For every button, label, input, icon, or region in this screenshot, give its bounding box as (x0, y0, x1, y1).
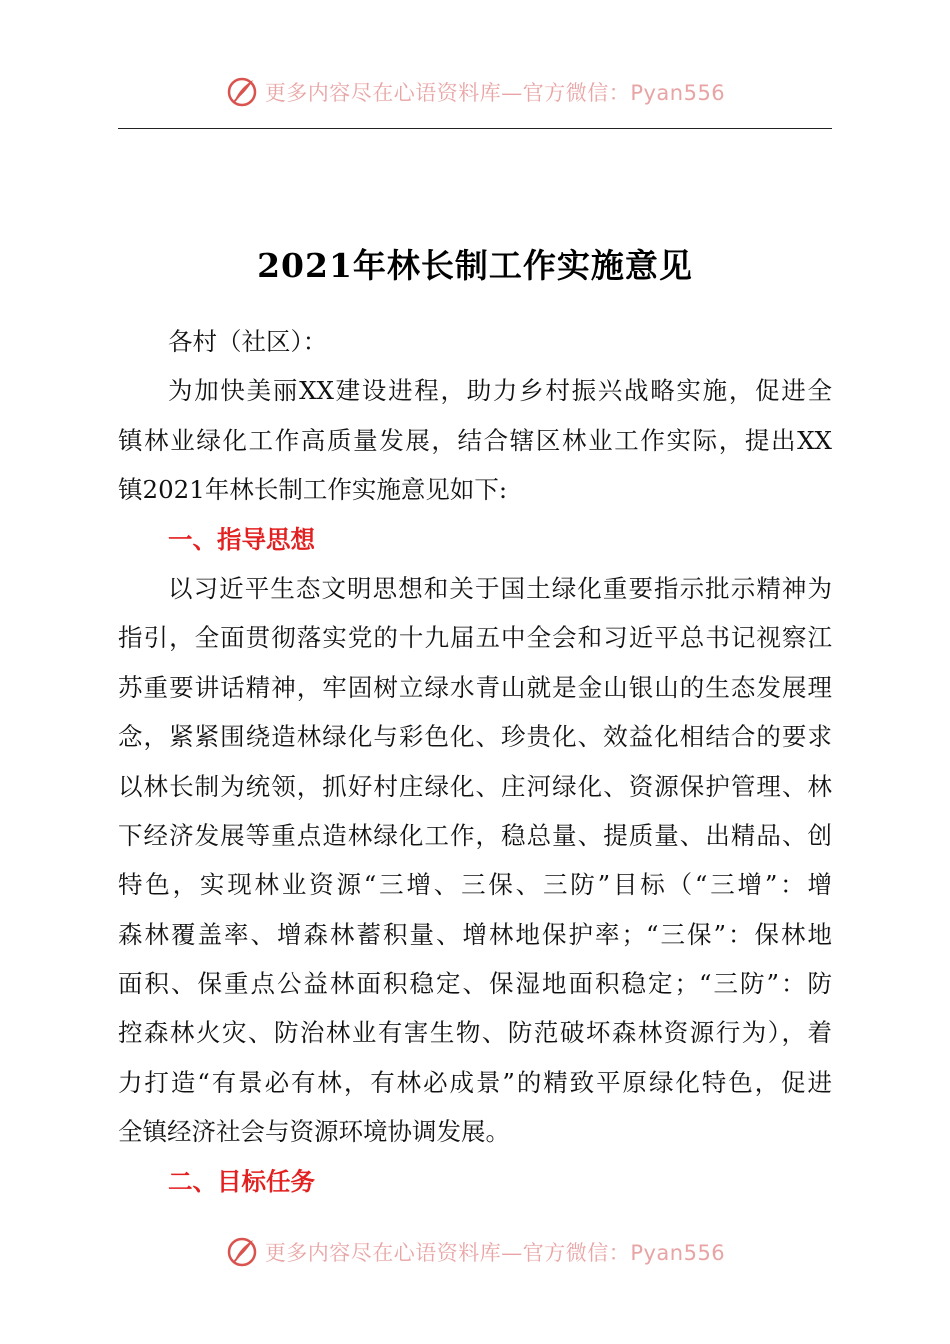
body-line: 指引，全面贯彻落实党的十九届五中全会和习近平总书记视察江 (118, 623, 832, 653)
wechat-id: Pyan556 (630, 81, 726, 105)
intro-line: 镇2021年林长制工作实施意见如下: (118, 475, 508, 505)
section-heading-2: 二、目标任务 (168, 1166, 315, 1196)
body-line: 全镇经济社会与资源环境协调发展。 (118, 1117, 510, 1147)
body-line: 控森林火灾、防治林业有害生物、防范破坏森林资源行为），着 (118, 1018, 832, 1048)
body-line: 以习近平生态文明思想和关于国土绿化重要指示批示精神为 (168, 573, 832, 603)
body-line: 特色，实现林业资源“三增、三保、三防”目标（“三增”：增 (118, 870, 832, 900)
body-line: 苏重要讲话精神，牢固树立绿水青山就是金山银山的生态发展理 (118, 672, 832, 702)
banner-text: 更多内容尽在心语资料库—官方微信：Pyan556 (264, 81, 726, 105)
body-line: 力打造“有景必有林，有林必成景”的精致平原绿化特色，促进 (118, 1067, 832, 1097)
body-line: 以林长制为统领，抓好村庄绿化、庄河绿化、资源保护管理、林 (118, 771, 832, 801)
feather-seal-icon (225, 1235, 259, 1269)
section-heading-1: 一、指导思想 (168, 524, 315, 554)
wechat-id: Pyan556 (630, 1241, 726, 1265)
header-divider (118, 128, 832, 129)
body-line: 下经济发展等重点造林绿化工作，稳总量、提质量、出精品、创 (118, 820, 832, 850)
banner-text: 更多内容尽在心语资料库—官方微信：Pyan556 (264, 1241, 726, 1265)
intro-line: 镇林业绿化工作高质量发展，结合辖区林业工作实际，提出XX (118, 425, 832, 455)
header-banner (0, 72, 950, 112)
document-body (118, 322, 832, 1211)
footer-banner (0, 1232, 950, 1272)
intro-line: 为加快美丽XX建设进程，助力乡村振兴战略实施，促进全 (168, 376, 832, 406)
document-title: 2021年林长制工作实施意见 (257, 246, 693, 285)
body-line: 森林覆盖率、增森林蓄积量、增林地保护率；“三保”：保林地 (118, 919, 832, 949)
feather-seal-icon (225, 75, 259, 109)
salutation: 各村（社区）： (168, 327, 328, 356)
body-line: 念，紧紧围绕造林绿化与彩色化、珍贵化、效益化相结合的要求 (118, 722, 832, 752)
body-line: 面积、保重点公益林面积稳定、保湿地面积稳定；“三防”：防 (118, 969, 832, 999)
